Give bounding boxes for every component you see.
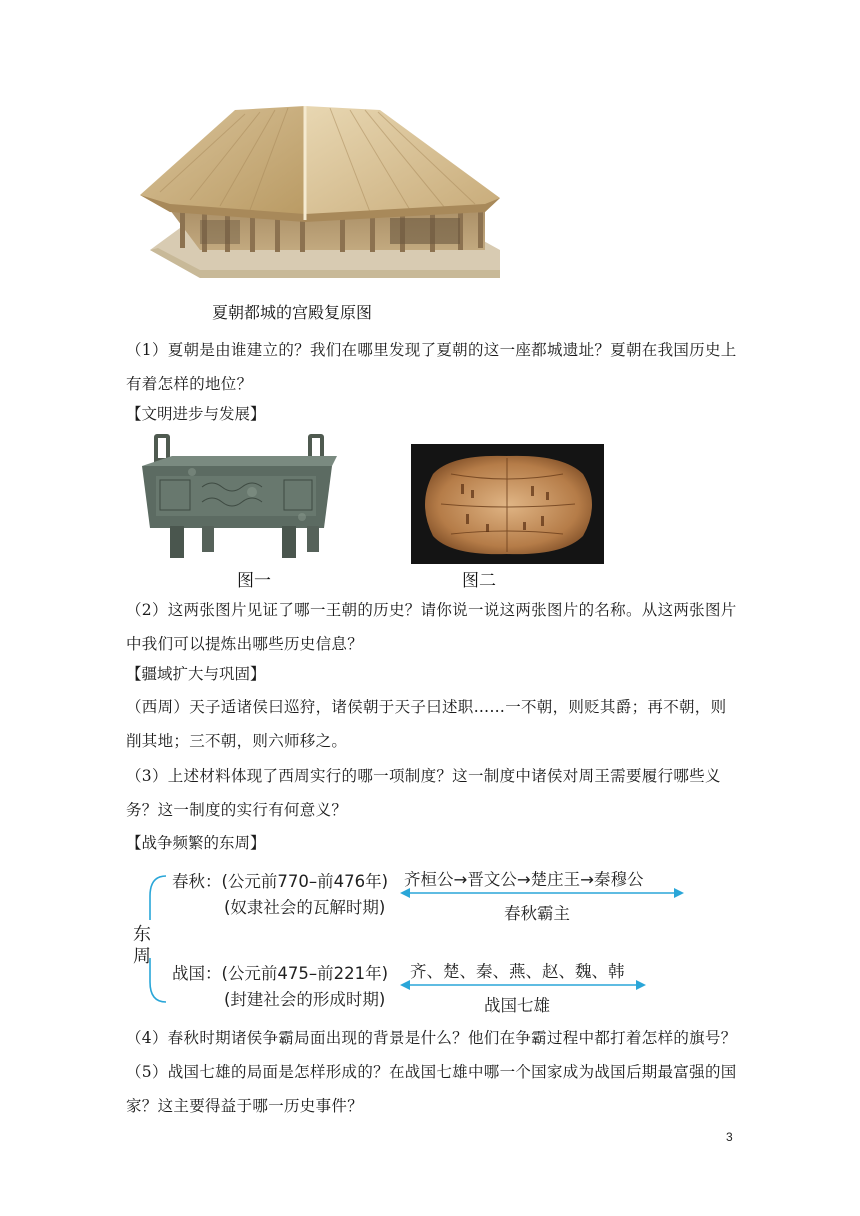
- section-heading-war: 【战争频繁的东周】: [126, 834, 266, 852]
- diagram-root-line2: 周: [133, 946, 151, 967]
- spring-autumn-label: 春秋霸主: [504, 904, 570, 923]
- spring-autumn-arrow: [400, 886, 684, 900]
- oracle-bone-image: [411, 444, 604, 564]
- diagram-root-line1: 东: [133, 924, 151, 945]
- warring-states-nature: (封建社会的形成时期): [224, 990, 386, 1009]
- question-4: （4）春秋时期诸侯争霸局面出现的背景是什么？他们在争霸过程中都打着怎样的旗号？: [126, 1029, 737, 1047]
- figure-1-bronze: [132, 432, 342, 564]
- warring-states-list: 齐、楚、秦、燕、赵、魏、韩: [410, 962, 625, 981]
- palace-figure: [140, 100, 510, 290]
- warring-states-label: 战国七雄: [484, 996, 550, 1015]
- bronze-ding-image: [132, 432, 342, 564]
- figure-2-oracle-bone: [411, 444, 604, 564]
- question-5: （5）战国七雄的局面是怎样形成的？在战国七雄中哪一个国家成为战国后期最富强的国家？这主要得益于哪一历史事件？: [126, 1063, 737, 1115]
- spring-autumn-period: 春秋：(公元前770–前476年): [172, 872, 389, 891]
- figure-1-label: 图一: [237, 571, 271, 591]
- palace-image: [140, 100, 510, 290]
- question-1: （1）夏朝是由谁建立的？我们在哪里发现了夏朝的这一座都城遗址？夏朝在我国历史上有着怎样的地位？: [126, 341, 737, 393]
- historical-material: （西周）天子适诸侯曰巡狩，诸侯朝于天子曰述职……一不朝，则贬其爵；再不朝，则削其地；三不朝，则六师移之。: [126, 698, 727, 750]
- question-2: （2）这两张图片见证了哪一王朝的历史？请你说一说这两张图片的名称。从这两张图片中我们可以提炼出哪些历史信息？: [126, 601, 737, 653]
- question-3: （3）上述材料体现了西周实行的哪一项制度？这一制度中诸侯对周王需要履行哪些义务？这一制度的实行有何意义？: [126, 767, 721, 819]
- palace-caption: 夏朝都城的宫殿复原图: [212, 303, 373, 322]
- figure-2-label: 图二: [462, 571, 496, 591]
- spring-autumn-nature: (奴隶社会的瓦解时期): [224, 898, 386, 917]
- warring-states-arrow: [400, 978, 646, 992]
- spring-autumn-hegemons: 齐桓公→晋文公→楚庄王→秦穆公: [404, 870, 644, 889]
- section-heading-civilization: 【文明进步与发展】: [126, 405, 266, 423]
- eastern-zhou-diagram: [128, 862, 688, 1015]
- warring-states-period: 战国：(公元前475–前221年): [172, 964, 389, 983]
- page-number: 3: [726, 1130, 733, 1144]
- section-heading-territory: 【疆域扩大与巩固】: [126, 665, 266, 683]
